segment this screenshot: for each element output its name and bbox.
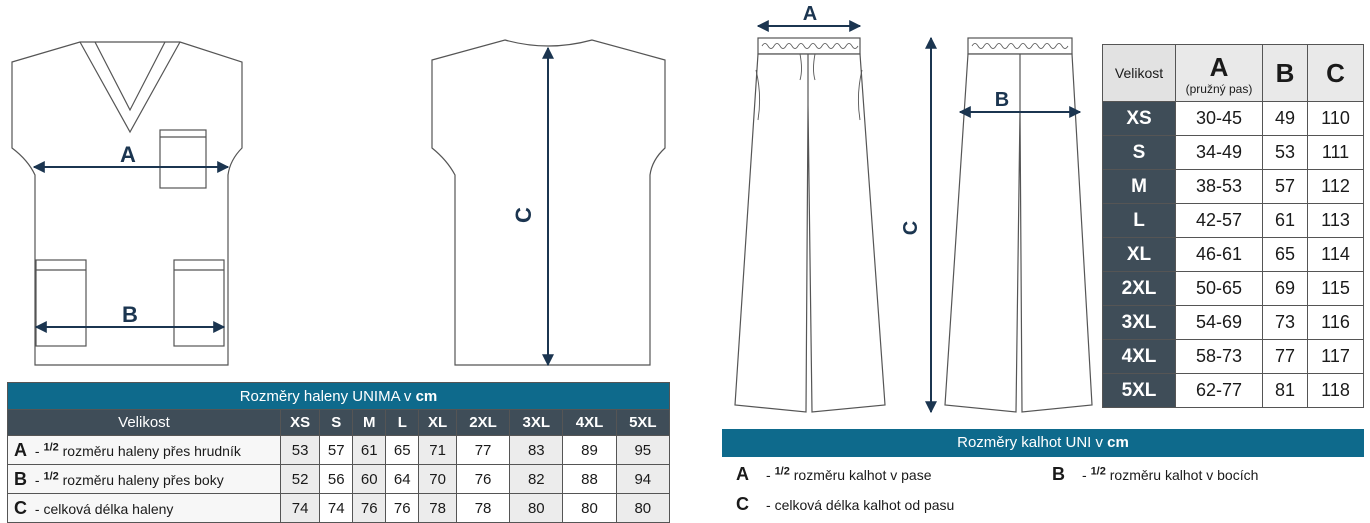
table-cell: 114 [1308, 238, 1364, 272]
shirt-label-a: A [120, 142, 136, 167]
table-cell: 38-53 [1176, 170, 1263, 204]
shirt-label-b: B [122, 302, 138, 327]
shirt-size-header: 5XL [616, 410, 669, 436]
pants-back-drawing [945, 38, 1092, 412]
table-cell: 50-65 [1176, 272, 1263, 306]
table-row [1103, 238, 1364, 272]
pants-label-c: C [900, 220, 922, 236]
pants-front-drawing [735, 38, 885, 412]
table-cell: 61 [1263, 204, 1308, 238]
table-cell: 58-73 [1176, 340, 1263, 374]
table-cell: 62-77 [1176, 374, 1263, 408]
shirt-row-label-b: B - $^{1/2}$ rozměru haleny přes boky [8, 465, 281, 494]
table-cell: 80 [563, 494, 616, 523]
table-row [1103, 204, 1364, 238]
table-cell: 69 [1263, 272, 1308, 306]
pants-label-b: B [994, 89, 1010, 111]
table-cell: 88 [563, 465, 616, 494]
table-cell: 65 [386, 436, 419, 465]
pants-caption-text: Rozměry kalhot UNI v [957, 434, 1103, 451]
table-row [8, 465, 670, 494]
pants-size-cell: S [1103, 136, 1176, 170]
table-cell: 80 [616, 494, 669, 523]
shirt-caption-text: Rozměry haleny UNIMA v [239, 387, 412, 405]
pants-label-a: A [802, 3, 818, 25]
table-cell: 71 [419, 436, 457, 465]
table-cell: 65 [1263, 238, 1308, 272]
table-cell: 30-45 [1176, 102, 1263, 136]
table-cell: 112 [1308, 170, 1364, 204]
pants-size-cell: M [1103, 170, 1176, 204]
table-row [1103, 102, 1364, 136]
pants-header-c: C [1308, 45, 1364, 102]
shirt-size-header: 3XL [510, 410, 563, 436]
pants-size-cell: XL [1103, 238, 1176, 272]
table-cell: 74 [281, 494, 320, 523]
table-cell: 53 [1263, 136, 1308, 170]
table-cell: 77 [456, 436, 509, 465]
pants-caption-unit: cm [1107, 434, 1129, 451]
table-cell: 76 [386, 494, 419, 523]
table-cell: 73 [1263, 306, 1308, 340]
table-cell: 94 [616, 465, 669, 494]
shirt-size-header: 2XL [456, 410, 509, 436]
table-cell: 46-61 [1176, 238, 1263, 272]
table-cell: 80 [510, 494, 563, 523]
table-cell: 56 [320, 465, 353, 494]
table-cell: 49 [1263, 102, 1308, 136]
table-cell: 83 [510, 436, 563, 465]
shirt-size-table [7, 382, 670, 523]
table-cell: 111 [1308, 136, 1364, 170]
table-cell: 52 [281, 465, 320, 494]
table-cell: 64 [386, 465, 419, 494]
table-cell: 95 [616, 436, 669, 465]
pants-header-b: B [1263, 45, 1308, 102]
table-cell: 77 [1263, 340, 1308, 374]
table-cell: 57 [320, 436, 353, 465]
table-row [1103, 340, 1364, 374]
table-cell: 53 [281, 436, 320, 465]
shirt-table-caption [8, 383, 670, 410]
table-cell: 115 [1308, 272, 1364, 306]
table-row [1103, 136, 1364, 170]
pants-legend-caption [722, 429, 1364, 457]
pants-size-cell: 2XL [1103, 272, 1176, 306]
shirt-label-c: C [511, 207, 536, 223]
table-cell: 42-57 [1176, 204, 1263, 238]
pants-header-label: Velikost [1103, 45, 1176, 102]
pants-size-cell: 4XL [1103, 340, 1176, 374]
pants-legend-a: A - $^{1/2}$ rozměru kalhot v pase [736, 464, 932, 484]
shirt-size-header: L [386, 410, 419, 436]
table-cell: 78 [419, 494, 457, 523]
pants-size-table [1102, 44, 1364, 408]
pants-legend-b: B - $^{1/2}$ rozměru kalhot v bocích [1052, 464, 1259, 484]
pants-table-header [1103, 45, 1364, 102]
pants-header-a: A (pružný pas) [1176, 45, 1263, 102]
shirt-size-header: XS [281, 410, 320, 436]
table-cell: 116 [1308, 306, 1364, 340]
table-cell: 57 [1263, 170, 1308, 204]
shirt-row-label-a: A - $^{1/2}$ rozměru haleny přes hrudník [8, 436, 281, 465]
table-cell: 118 [1308, 374, 1364, 408]
table-cell: 81 [1263, 374, 1308, 408]
pants-size-cell: 5XL [1103, 374, 1176, 408]
table-cell: 82 [510, 465, 563, 494]
table-row [1103, 170, 1364, 204]
pants-size-cell: L [1103, 204, 1176, 238]
shirt-caption-unit: cm [415, 387, 438, 405]
shirt-row-label-c: C - celková délka haleny [8, 494, 281, 523]
table-cell: 61 [353, 436, 386, 465]
shirt-size-header: S [320, 410, 353, 436]
table-row [1103, 374, 1364, 408]
table-cell: 70 [419, 465, 457, 494]
table-row [1103, 306, 1364, 340]
pants-size-cell: XS [1103, 102, 1176, 136]
table-cell: 110 [1308, 102, 1364, 136]
pants-legend-c: C - celková délka kalhot od pasu [736, 494, 955, 514]
table-cell: 34-49 [1176, 136, 1263, 170]
pants-size-cell: 3XL [1103, 306, 1176, 340]
shirt-size-header: M [353, 410, 386, 436]
table-cell: 89 [563, 436, 616, 465]
table-cell: 117 [1308, 340, 1364, 374]
shirt-table-header [8, 410, 670, 436]
shirt-size-header: XL [419, 410, 457, 436]
table-cell: 76 [456, 465, 509, 494]
shirt-size-header: 4XL [563, 410, 616, 436]
table-cell: 78 [456, 494, 509, 523]
table-row [8, 436, 670, 465]
table-cell: 60 [353, 465, 386, 494]
table-cell: 76 [353, 494, 386, 523]
table-cell: 113 [1308, 204, 1364, 238]
table-cell: 74 [320, 494, 353, 523]
shirt-header-label: Velikost [8, 410, 281, 436]
table-row [8, 494, 670, 523]
table-row [1103, 272, 1364, 306]
table-cell: 54-69 [1176, 306, 1263, 340]
